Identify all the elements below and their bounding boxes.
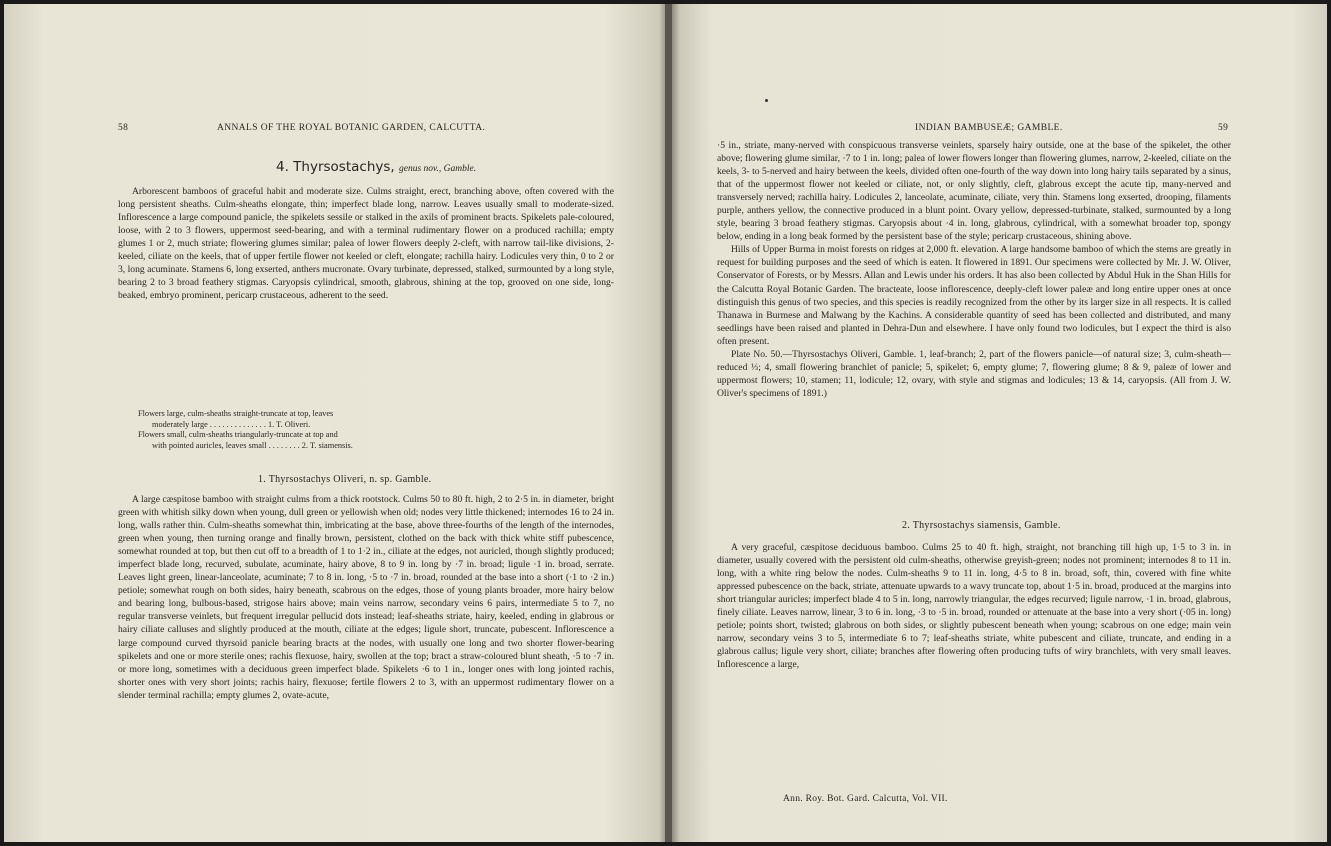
distribution-paragraph: Hills of Upper Burma in moist forests on ridges at 2,000 ft. elevation. A large handsome bamboo of which the stems are greatly in request for building purposes and the seed of which is eaten. It flowered in 1891. Our specimens were collected by Mr. J. W. Oliver, Conservator of Forests, or by Messrs. Allan and Lewis under his orders. It has also been collected by Abdul Huk in the Shan Hills for the Calcutta Royal Botanic Garden. The bracteate, loose inflorescence, deeply-cleft lower paleæ and long entire upper ones at once distinguish this genus of two species, and this species is readily recognized from the other by its larger size in all respects. It is called Thanawa in Burmese and Malwang by the Kachins. A considerable quantity of seed has been collected and distributed, and many seedlings have been raised and planted in Dehra-Dun and elsewhere. I have only found two lodicules, but I expect the third is also often present. bbox=[717, 244, 1231, 347]
species-heading: 2. Thyrsostachys siamensis, Gamble. bbox=[902, 520, 1061, 531]
right-page bbox=[672, 4, 1327, 842]
continued-paragraph: ·5 in., striate, many-nerved with conspicuous transverse veinlets, sparsely hairy outside, one at the base of the spikelet, the other above; flowering glume similar, ·7 to 1 in. long; palea of lower flowers longer than flowering glumes, narrow, 2-keeled, ciliate on the keels, 3- to 5-nerved and hairy between the keels, divided often one-fourth of the way down into long hairy tails separated by a sinus, that of the uppermost flower not keeled or ciliate, not, or only slightly, cleft, glabrous except the acute tip, many-nerved and transversely nerved; rachilla hairy. Lodicules 2, lanceolate, acuminate, ciliate, very thin. Stamens long exserted, drooping, filaments purple, anthers yellow, the connective produced in a blunt point. Ovary yellow, depressed-turbinate, stalked, surmounted by a long style, bearing 3 broad feathery stigmas. Caryopsis about ·4 in. long, glabrous, cylindrical, with a somewhat broader top, spongy below, ending in a long beak formed by the persistent base of the style; pericarp crustaceous, shining above. bbox=[717, 140, 1231, 243]
book-spread bbox=[4, 4, 1327, 842]
species-paragraph: A large cæspitose bamboo with straight culms from a thick rootstock. Culms 50 to 80 ft. high, 2 to 2·5 in. in diameter, bright green with whitish silky down when young, dull green or yellowish when old; nodes very little thickened; internodes 16 to 24 in. long, walls rather thin. Culm-sheaths somewhat thin, imbricating at the base, above three-fourths of the length of the internodes, green when young, then turning orange and finally brown, persistent, clothed on the back with thick white stiff pubescence, somewhat rounded at top, but then cut off to a breadth of 1 to 1·2 in., ciliate at the edges, not auricled, though slightly produced; imperfect blade long, recurved, subulate, acuminate, hairy above, 8 to 9 in. long by ·7 in. broad; ligule ·1 in. broad, serrate. Leaves light green, linear-lanceolate, acuminate; 7 to 8 in. long, ·5 to ·7 in. broad, rounded at the base into a short (·1 to ·2 in.) petiole; somewhat rough on both sides, hairy beneath, scabrous on the edges, those of young plants broader, more hairy below and bearing long, bulbous-based, strigose hairs above; main veins narrow, secondary veins 6 pairs, intermediate 5 to 7, no regular transverse veinlets, but frequent irregular pellucid dots instead; leaf-sheaths striate, hairy, keeled, ending in glabrous or hairy ciliate calluses and slightly produced at the mouth, ciliate at the edges; ligule short, truncate, pubescent. Inflorescence a large compound curved thyrsoid panicle bearing bracts at the nodes, with usually one long and two shorter flower-bearing spikelets and one or more sterile ones; rachis flexuose, hairy, swollen at the top; bract a straw-coloured blunt sheath, ·5 to ·7 in. or more long, sometimes with a deciduous green imperfect blade. Spikelets ·6 to 1 in., longer ones with long jointed rachis, shorter ones with very short joints; rachis hairy, flexuose; fertile flowers 2 to 3, with an uppermost rudimentary flower on a slender terminal rachilla; empty glumes 2, ovate-acute, bbox=[118, 494, 614, 701]
genus-title: 4. Thyrsostachys, bbox=[276, 159, 395, 175]
key-line: Flowers large, culm-sheaths straight-truncate at top, leaves bbox=[138, 409, 334, 418]
genus-description bbox=[118, 185, 614, 302]
genus-authority: genus nov., Gamble. bbox=[399, 164, 477, 174]
species-description bbox=[118, 493, 614, 702]
running-head: ANNALS OF THE ROYAL BOTANIC GARDEN, CALCUTTA. bbox=[217, 123, 486, 133]
page-number: 59 bbox=[1218, 123, 1229, 133]
key-line: Flowers small, culm-sheaths triangularly-truncate at top and bbox=[138, 430, 338, 439]
species2-paragraph: A very graceful, cæspitose deciduous bamboo. Culms 25 to 40 ft. high, straight, not branching till high up, 1·5 to 3 in. in diameter, usually covered with the persistent old culm-sheaths, otherwise greyish-green; nodes not prominent; internodes 8 to 11 in. long, with a white ring below the nodes. Culm-sheaths 9 to 11 in. long, 4·5 to 8 in. broad, soft, thin, covered with fine white appressed pubescence on the back, striate, attenuate upwards to a wavy truncate top, about 1·5 in. broad, produced at the margins into short triangular auricles; imperfect blade 4 to 5 in. long, narrowly triangular, the edges recurved; ligule narrow, ·1 in. broad, glabrous, finely ciliate. Leaves narrow, linear, 3 to 6 in. long, ·3 to ·5 in. broad, rounded or attenuate at the base into a very short (·05 in. long) petiole; points short, twisted; glabrous on both sides, or slightly pubescent beneath when young; scabrous on one edge; main vein narrow, secondary veins 3 to 5, intermediate 6 to 7; leaf-sheaths striate, white pubescent and ciliate, truncate, and ending in a glabrous callus; ligule very short, ciliate; branches after flowering often producing tufts of wiry branchlets, with very small leaves. Inflorescence a large, bbox=[717, 542, 1231, 671]
running-head: INDIAN BAMBUSEÆ; GAMBLE. bbox=[915, 123, 1063, 133]
left-page bbox=[4, 4, 665, 842]
species-heading: 1. Thyrsostachys Oliveri, n. sp. Gamble. bbox=[258, 474, 432, 485]
species-key bbox=[138, 409, 538, 451]
genus-paragraph: Arborescent bamboos of graceful habit and moderate size. Culms straight, erect, branching above, often covered with the long persistent sheaths. Culm-sheaths elongate, thin; imperfect blade long, narrow. Leaves usually small to moderate-sized. Inflorescence a large compound panicle, the spikelets sessile or stalked in the axils of prominent bracts. Spikelets pale-coloured, loose, with 2 to 3 flowers, uppermost seed-bearing, and with a terminal rudimentary flower on a produced rachilla; empty glumes 1 or 2, much striate; flowering glumes similar; palea of lower flowers deeply 2-cleft, with narrow tail-like divisions, 2-keeled, ciliate on the keels, that of upper fertile flower not keeled or cleft, elongate; rachilla hairy. Lodicules very thin, 0 to 2 or 3, long acuminate. Stamens 6, long exserted, anthers mucronate. Ovary turbinate, depressed, stalked, surmounted by a long style, bearing 2 to 3 broad feathery stigmas. Caryopsis cylindrical, smooth, glabrous, shining at the top, grooved on one side, long-beaked, embryo prominent, pericarp crustaceous, adherent to the seed. bbox=[118, 186, 614, 302]
key-line: moderately large . . . . . . . . . . . . . . 1. T. Oliveri. bbox=[152, 419, 311, 429]
gutter bbox=[665, 4, 672, 842]
genus-heading bbox=[276, 159, 476, 175]
species-description-continued bbox=[717, 139, 1231, 400]
species2-description bbox=[717, 541, 1231, 671]
page-mark bbox=[765, 99, 768, 102]
key-line: with pointed auricles, leaves small . . . . . . . . 2. T. siamensis. bbox=[152, 440, 353, 450]
plate-paragraph: Plate No. 50.—Thyrsostachys Oliveri, Gamble. 1, leaf-branch; 2, part of the flowers panicle—of natural size; 3, culm-sheath—reduced ⅓; 4, small flowering branchlet of panicle; 5, spikelet; 6, empty glume; 7, flowering glume; 8 & 9, paleæ of lower and uppermost flowers; 10, stamen; 11, lodicule; 12, ovary, with style and stigmas and lodicules; 13 & 14, caryopsis. (All from J. W. Oliver's specimens of 1891.) bbox=[717, 348, 1231, 399]
page-footer: Ann. Roy. Bot. Gard. Calcutta, Vol. VII. bbox=[783, 794, 948, 804]
page-number: 58 bbox=[118, 123, 129, 133]
